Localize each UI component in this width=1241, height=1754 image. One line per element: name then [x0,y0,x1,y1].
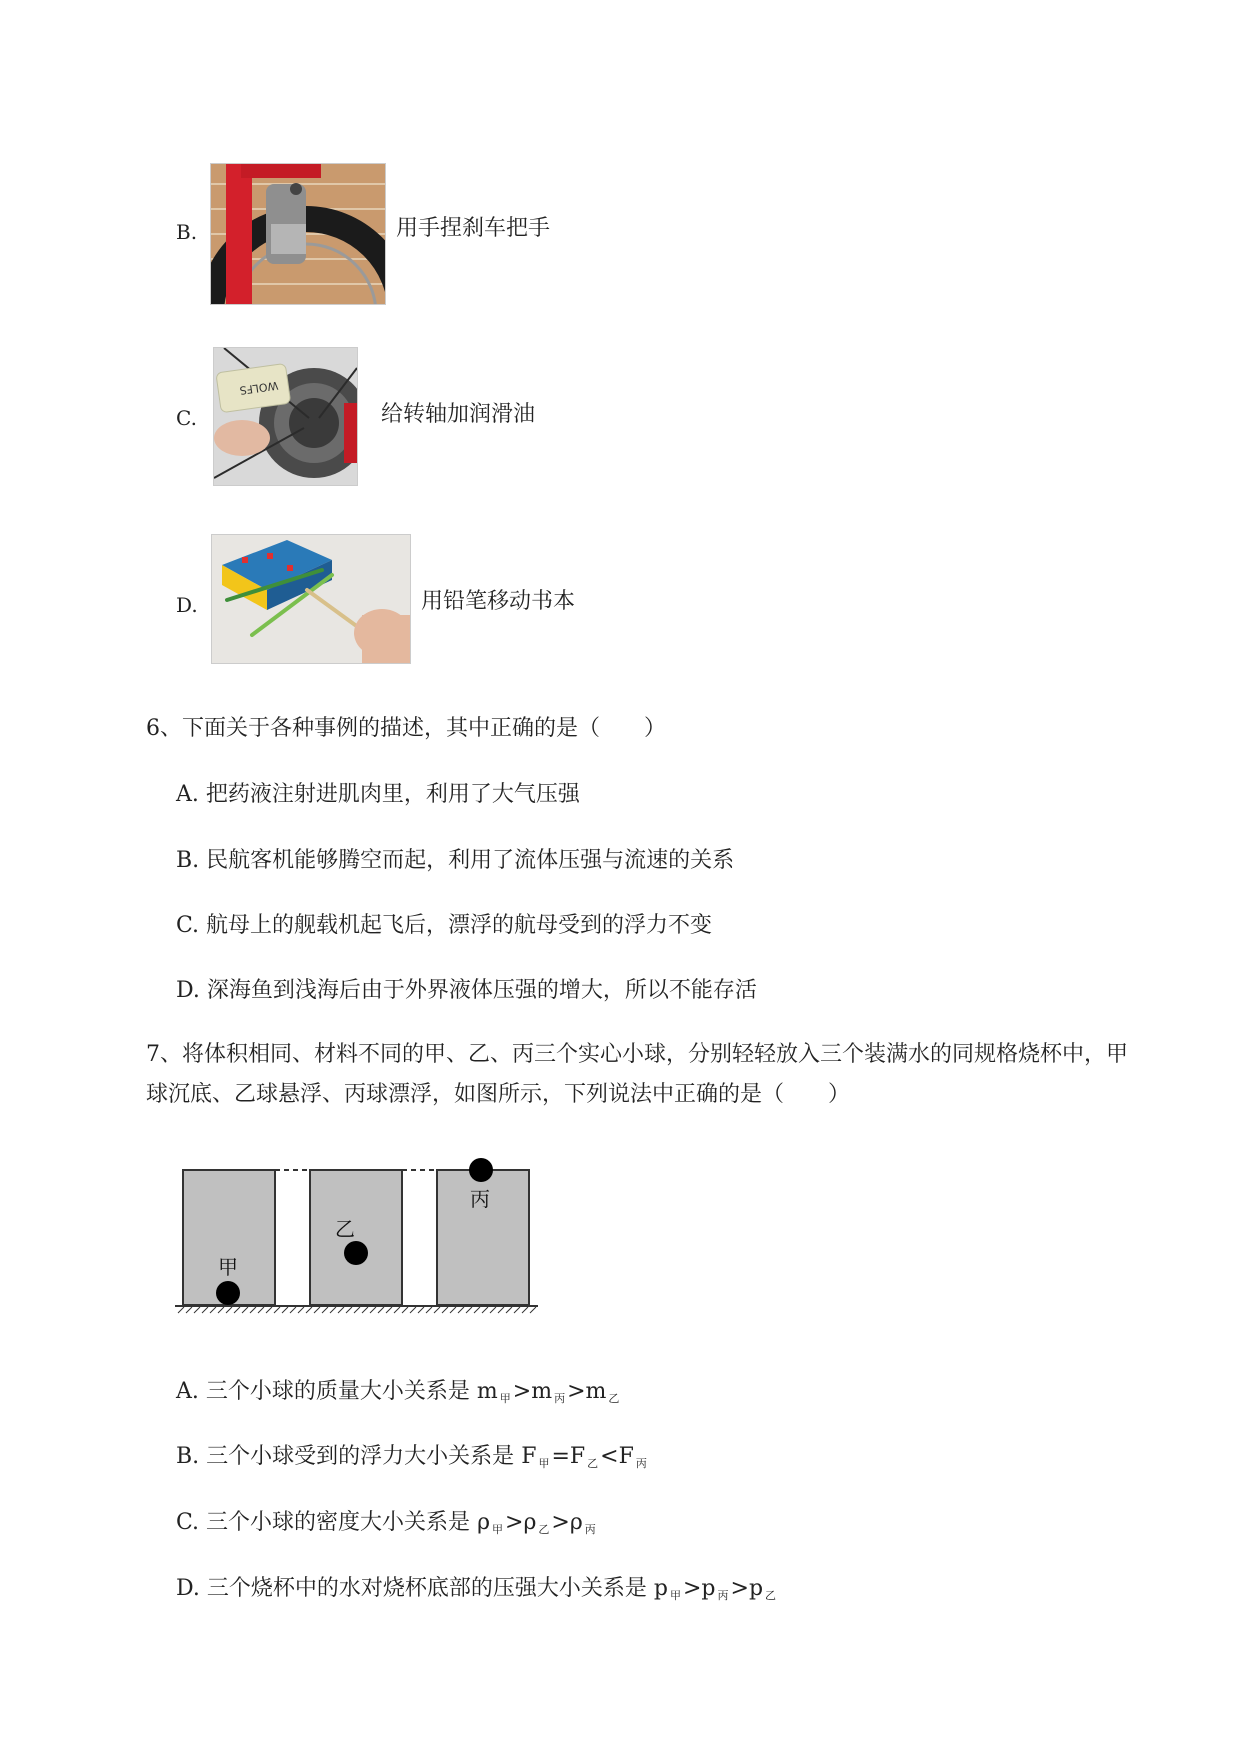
label-jia: 甲 [218,1255,238,1279]
ground-hatch [178,1307,536,1313]
formula-operator: > [682,1576,702,1601]
formula-symbol: F [569,1444,586,1469]
books-on-pencils-image [212,535,410,663]
label-bing: 丙 [470,1187,490,1211]
q7-option-c-letter: C. [176,1510,200,1535]
formula-subscript: 甲 [492,1523,503,1536]
option-letter-d: D. [176,593,198,617]
bottle-label: WOLFS [238,378,280,397]
formula-subscript: 乙 [538,1523,550,1536]
formula-subscript: 丙 [635,1457,647,1470]
beakers-figure [170,1150,550,1320]
formula-subscript: 乙 [765,1589,777,1602]
formula-operator: = [551,1444,570,1469]
q6-option-b-text: 民航客机能够腾空而起，利用了流体压强与流速的关系 [206,848,735,873]
formula-operator: > [551,1510,570,1535]
q6-option-a-text: 把药液注射进肌肉里，利用了大气压强 [205,782,580,807]
formula-symbol: p [748,1576,764,1601]
q7-option-b-text: 三个小球受到的浮力大小关系是 [206,1444,515,1469]
q7-option-d-text: 三个烧杯中的水对烧杯底部的压强大小关系是 [206,1576,647,1601]
q7-option-d [176,1575,778,1610]
q6-option-d-text: 深海鱼到浅海后由于外界液体压强的增大，所以不能存活 [206,978,757,1003]
formula-subscript: 甲 [669,1589,681,1602]
formula-subscript: 丙 [554,1392,566,1405]
q7-option-d-letter: D. [176,1576,200,1601]
q6-option-b-letter: B. [176,848,200,873]
q6-option-d-letter: D. [176,978,200,1003]
formula-symbol: p [701,1576,716,1601]
q7-option-b-letter: B. [176,1444,200,1469]
formula-symbol: m [531,1379,553,1404]
beaker-yi [310,1170,402,1305]
ball-bing [469,1158,493,1182]
q6-option-a-letter: A. [176,782,199,807]
option-text-d: 用铅笔移动书本 [421,589,576,614]
q7-option-a [176,1378,621,1413]
formula-symbol: F [521,1444,537,1469]
formula-symbol: ρ [523,1510,537,1535]
q6-option-a [176,781,580,809]
q6-option-c-text: 航母上的舰载机起飞后，漂浮的航母受到的浮力不变 [206,913,713,938]
ball-yi [344,1241,368,1265]
formula-subscript: 丙 [717,1589,729,1602]
q7-option-a-letter: A. [176,1379,199,1404]
formula-subscript: 丙 [584,1523,596,1536]
q7-stem-line1: 7、将体积相同、材料不同的甲、乙、丙三个实心小球，分别轻轻放入三个装满水的同规格烧杯中，甲 [146,1042,1129,1067]
bicycle-brake-photo [210,163,386,305]
formula-symbol: ρ [477,1510,490,1535]
formula-symbol: F [618,1444,634,1469]
ball-jia [216,1281,240,1305]
q7-option-c-text: 三个小球的密度大小关系是 [206,1510,471,1535]
formula-symbol: p [653,1576,668,1601]
label-yi: 乙 [335,1217,355,1241]
q7-stem-line2: 球沉底、乙球悬浮、丙球漂浮，如图所示，下列说法中正确的是（ ） [146,1082,851,1107]
formula-operator: > [512,1379,532,1404]
option-text-c: 给转轴加润滑油 [381,402,536,427]
formula-subscript: 乙 [608,1392,620,1405]
q6-option-c [176,912,712,940]
q7-option-c [176,1509,598,1544]
formula-operator: < [600,1444,619,1469]
lubricating-gear-photo [213,347,358,486]
q6-option-b [176,847,734,875]
formula-operator: > [730,1576,749,1601]
formula-subscript: 乙 [587,1457,599,1470]
option-text-b: 用手捏刹车把手 [396,216,551,241]
formula-subscript: 甲 [538,1457,550,1470]
q7-option-a-text: 三个小球的质量大小关系是 [205,1379,470,1404]
formula-symbol: m [476,1379,498,1404]
formula-symbol: ρ [569,1510,583,1535]
formula-subscript: 甲 [499,1392,511,1405]
option-letter-c: C. [176,406,197,430]
q6-stem: 6、下面关于各种事例的描述，其中正确的是（ ） [146,716,666,741]
lubricating-gear-image [214,348,357,485]
formula-operator: > [567,1379,586,1404]
formula-operator: > [505,1510,524,1535]
bicycle-brake-image [211,164,385,304]
option-letter-b: B. [176,220,198,244]
q6-option-d [176,977,757,1005]
q7-option-b [176,1443,649,1478]
books-on-pencils-photo [211,534,411,664]
formula-symbol: m [585,1379,607,1404]
q6-option-c-letter: C. [176,913,200,938]
